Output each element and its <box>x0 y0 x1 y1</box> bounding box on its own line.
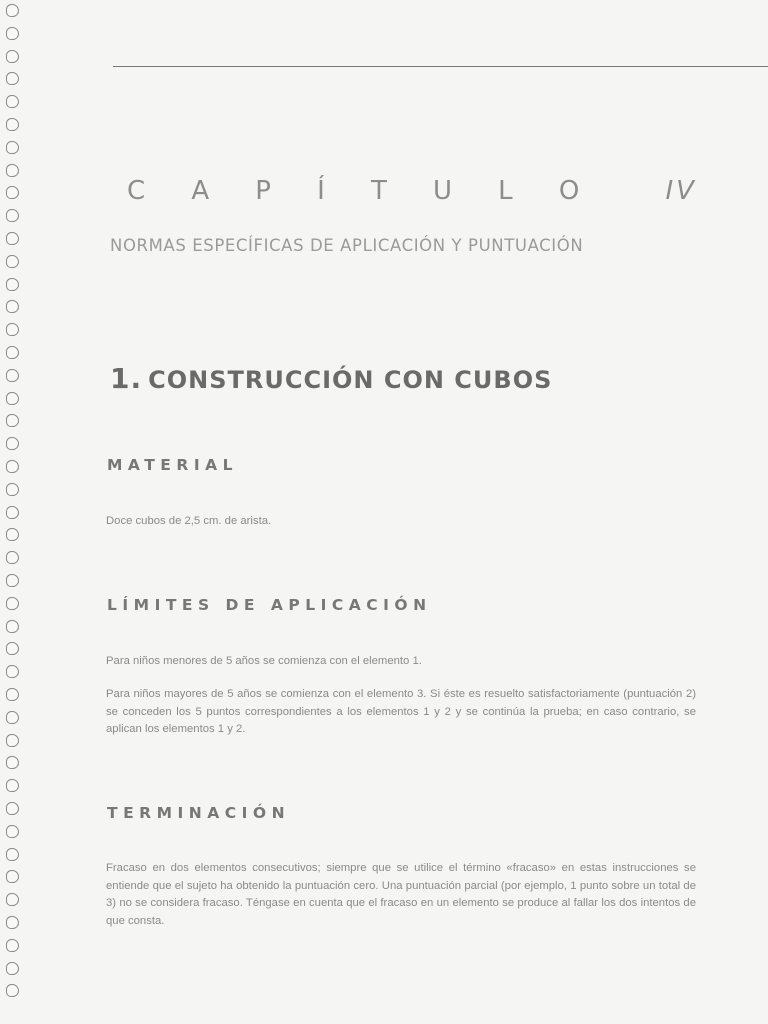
binding-ring <box>6 50 19 63</box>
binding-ring <box>6 255 19 268</box>
binding-ring <box>6 506 19 519</box>
chapter-label-letter: O <box>558 176 583 206</box>
chapter-label-letter: C <box>127 176 149 206</box>
binding-ring <box>6 642 19 655</box>
binding-ring <box>6 392 19 405</box>
binding-ring <box>6 4 19 17</box>
binding-ring <box>6 164 19 177</box>
chapter-number: IV <box>665 176 697 206</box>
heading-material: MATERIAL <box>107 456 238 474</box>
binding-ring <box>6 141 19 154</box>
header-rule <box>113 66 768 67</box>
binding-ring <box>6 369 19 382</box>
binding-ring <box>6 483 19 496</box>
binding-ring <box>6 437 19 450</box>
limites-paragraph-2: Para niños mayores de 5 años se comienza con el elemento 3. Si éste es resuelto satisfactoriamente (puntuación 2) se conceden los 5 puntos correspondientes a los elementos 1 y 2 y se continúa la prueba; en caso contrario, se aplican los elementos 1 y 2. <box>106 688 696 735</box>
binding-ring <box>6 825 19 838</box>
chapter-label-letter: T <box>370 176 390 206</box>
binding-ring <box>6 916 19 929</box>
binding-ring <box>6 72 19 85</box>
chapter-label-letter: A <box>191 176 213 206</box>
binding-ring <box>6 665 19 678</box>
binding-ring <box>6 597 19 610</box>
binding-ring <box>6 323 19 336</box>
binding-ring <box>6 779 19 792</box>
binding-ring <box>6 27 19 40</box>
chapter-title <box>127 176 697 206</box>
binding-ring <box>6 688 19 701</box>
binding-ring <box>6 346 19 359</box>
binding-ring <box>6 620 19 633</box>
binding-ring <box>6 528 19 541</box>
chapter-label-letter: L <box>498 176 516 206</box>
binding-ring <box>6 848 19 861</box>
binding-ring <box>6 95 19 108</box>
terminacion-text: Fracaso en dos elementos consecutivos; siempre que se utilice el término «fracaso» en estas instrucciones se entiende que el sujeto ha obtenido la puntuación cero. Una puntuación parcial (por ejemplo, 1 punto sobre un total de 3) no se considera fracaso. Téngase en cuenta que el fracaso en un elemento se produce al fallar los dos intentos de que consta. <box>106 862 696 927</box>
binding-ring <box>6 711 19 724</box>
binding-ring <box>6 209 19 222</box>
binding-ring <box>6 984 19 997</box>
binding-ring <box>6 574 19 587</box>
binding-ring <box>6 414 19 427</box>
binding-ring <box>6 460 19 473</box>
chapter-label-letter: P <box>255 176 274 206</box>
material-text: Doce cubos de 2,5 cm. de arista. <box>106 515 272 527</box>
chapter-label-letter: Í <box>317 176 328 206</box>
section-title-text: CONSTRUCCIÓN CON CUBOS <box>148 366 553 394</box>
section-number: 1. <box>110 362 143 395</box>
chapter-label-letter: U <box>432 176 456 206</box>
binding-ring <box>6 962 19 975</box>
binding-ring <box>6 186 19 199</box>
spiral-binding <box>6 4 22 1014</box>
binding-ring <box>6 756 19 769</box>
binding-ring <box>6 870 19 883</box>
limites-paragraph-1: Para niños menores de 5 años se comienza con el elemento 1. <box>106 655 422 667</box>
binding-ring <box>6 118 19 131</box>
binding-ring <box>6 551 19 564</box>
binding-ring <box>6 300 19 313</box>
heading-limites: LÍMITES DE APLICACIÓN <box>107 596 432 614</box>
binding-ring <box>6 939 19 952</box>
binding-ring <box>6 232 19 245</box>
heading-terminacion: TERMINACIÓN <box>107 804 291 822</box>
binding-ring <box>6 278 19 291</box>
binding-ring <box>6 734 19 747</box>
binding-ring <box>6 802 19 815</box>
binding-ring <box>6 893 19 906</box>
section-title <box>110 362 552 395</box>
chapter-subtitle: NORMAS ESPECÍFICAS DE APLICACIÓN Y PUNTUACIÓN <box>110 236 584 255</box>
